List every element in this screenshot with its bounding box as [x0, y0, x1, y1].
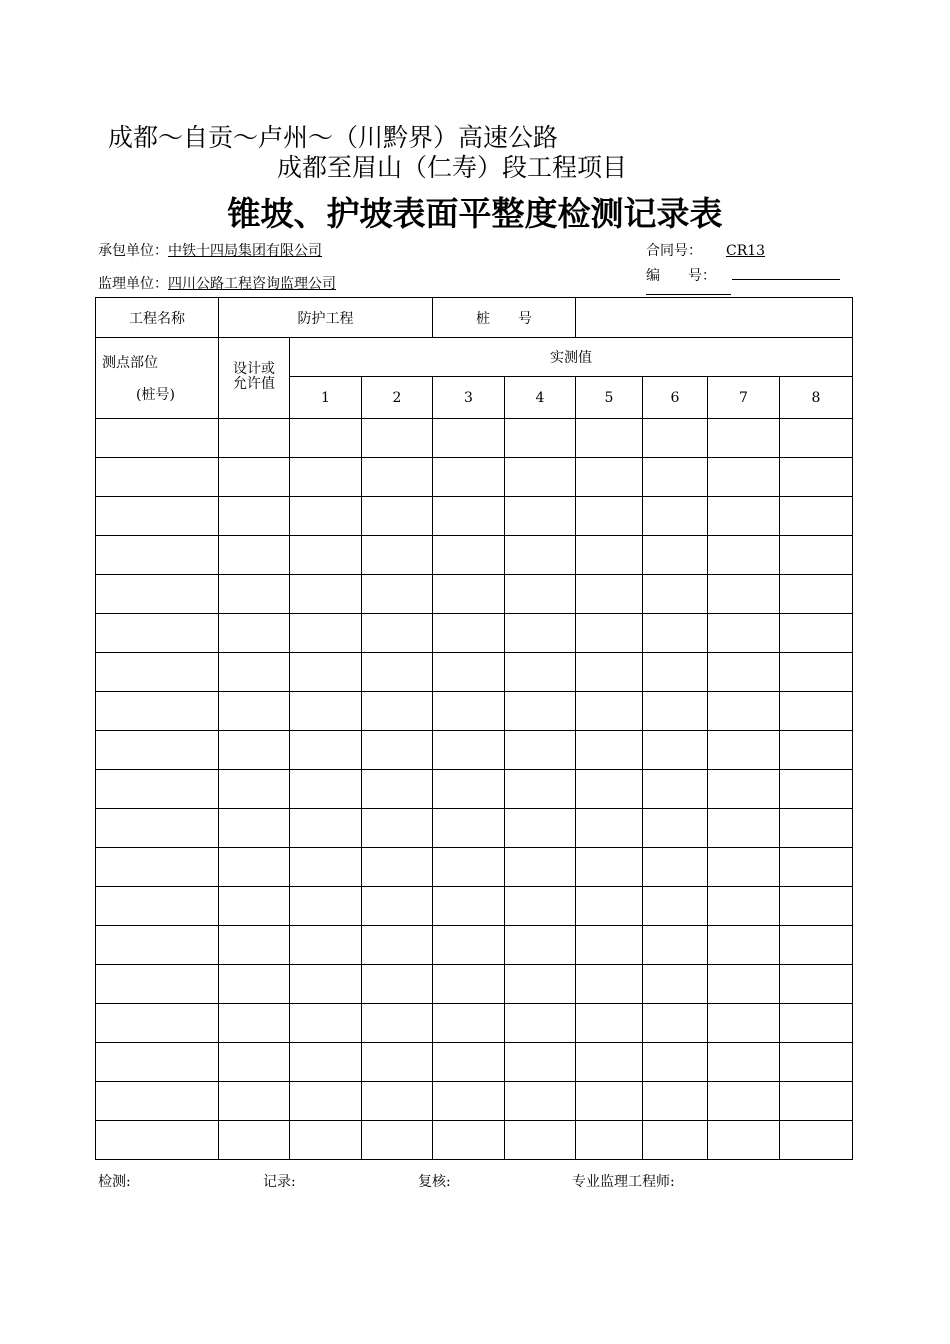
design-label-line-1: 设计或	[233, 361, 275, 377]
data-cell[interactable]	[708, 1043, 780, 1082]
column-header-7: 7	[708, 377, 780, 419]
data-cell[interactable]	[505, 614, 576, 653]
data-cell[interactable]	[505, 653, 576, 692]
data-cell[interactable]	[290, 653, 362, 692]
data-cell[interactable]	[505, 458, 576, 497]
data-cell[interactable]	[96, 1043, 219, 1082]
data-cell[interactable]	[433, 731, 505, 770]
data-cell[interactable]	[96, 653, 219, 692]
data-cell[interactable]	[708, 1082, 780, 1121]
data-cell[interactable]	[290, 1121, 362, 1160]
data-cell[interactable]	[219, 614, 290, 653]
data-cell[interactable]	[362, 653, 433, 692]
data-cell[interactable]	[290, 1043, 362, 1082]
data-cell[interactable]	[576, 1043, 643, 1082]
data-cell[interactable]	[505, 770, 576, 809]
data-cell[interactable]	[219, 965, 290, 1004]
data-cell[interactable]	[708, 536, 780, 575]
column-header-2: 2	[362, 377, 433, 419]
data-row	[96, 692, 853, 731]
data-cell[interactable]	[780, 848, 853, 887]
data-cell[interactable]	[505, 575, 576, 614]
data-cell[interactable]	[362, 497, 433, 536]
data-cell[interactable]	[433, 536, 505, 575]
data-cell[interactable]	[576, 1004, 643, 1043]
serial-no-blank-line-2	[646, 294, 731, 295]
data-cell[interactable]	[643, 692, 708, 731]
data-cell[interactable]	[433, 1043, 505, 1082]
data-cell[interactable]	[643, 653, 708, 692]
data-cell[interactable]	[362, 419, 433, 458]
contract-no-label: 合同号：	[646, 243, 702, 259]
project-title-line-2: 成都至眉山（仁寿）段工程项目	[277, 153, 628, 182]
data-cell[interactable]	[219, 809, 290, 848]
data-cell[interactable]	[96, 887, 219, 926]
data-cell[interactable]	[643, 1121, 708, 1160]
review-signature: 复核:	[418, 1174, 451, 1190]
data-cell[interactable]	[780, 965, 853, 1004]
data-cell[interactable]	[96, 731, 219, 770]
data-row	[96, 770, 853, 809]
data-cell[interactable]	[780, 926, 853, 965]
data-cell[interactable]	[643, 848, 708, 887]
data-row	[96, 926, 853, 965]
measured-value-label: 实测值	[290, 338, 853, 377]
data-cell[interactable]	[780, 887, 853, 926]
data-cell[interactable]	[576, 770, 643, 809]
data-cell[interactable]	[290, 887, 362, 926]
data-cell[interactable]	[290, 965, 362, 1004]
data-cell[interactable]	[362, 536, 433, 575]
data-cell[interactable]	[708, 926, 780, 965]
data-row	[96, 653, 853, 692]
data-cell[interactable]	[362, 848, 433, 887]
data-cell[interactable]	[96, 419, 219, 458]
data-cell[interactable]	[780, 809, 853, 848]
data-cell[interactable]	[505, 848, 576, 887]
data-cell[interactable]	[505, 1004, 576, 1043]
data-cell[interactable]	[780, 497, 853, 536]
data-row	[96, 458, 853, 497]
inspect-signature: 检测:	[98, 1174, 131, 1190]
data-cell[interactable]	[576, 497, 643, 536]
data-cell[interactable]	[780, 575, 853, 614]
data-cell[interactable]	[505, 965, 576, 1004]
data-cell[interactable]	[505, 419, 576, 458]
data-cell[interactable]	[576, 965, 643, 1004]
station-label: 桩 号	[433, 298, 576, 338]
data-cell[interactable]	[362, 1082, 433, 1121]
point-label: 测点部位	[102, 355, 158, 371]
data-cell[interactable]	[433, 653, 505, 692]
data-cell[interactable]	[362, 965, 433, 1004]
contractor-value: 中铁十四局集团有限公司	[168, 243, 322, 259]
data-cell[interactable]	[780, 1043, 853, 1082]
data-cell[interactable]	[708, 497, 780, 536]
data-cell[interactable]	[643, 614, 708, 653]
data-cell[interactable]	[576, 575, 643, 614]
data-cell[interactable]	[708, 692, 780, 731]
data-cell[interactable]	[505, 1043, 576, 1082]
data-cell[interactable]	[219, 653, 290, 692]
data-cell[interactable]	[576, 731, 643, 770]
data-cell[interactable]	[219, 419, 290, 458]
design-value-label-cell	[219, 338, 290, 419]
data-cell[interactable]	[96, 458, 219, 497]
data-cell[interactable]	[433, 809, 505, 848]
data-cell[interactable]	[505, 536, 576, 575]
data-cell[interactable]	[219, 536, 290, 575]
data-cell[interactable]	[780, 770, 853, 809]
point-sub-label: (桩号)	[136, 387, 175, 403]
column-header-5: 5	[576, 377, 643, 419]
data-cell[interactable]	[362, 809, 433, 848]
data-cell[interactable]	[96, 575, 219, 614]
data-cell[interactable]	[780, 536, 853, 575]
column-header-6: 6	[643, 377, 708, 419]
data-cell[interactable]	[708, 1004, 780, 1043]
data-cell[interactable]	[505, 692, 576, 731]
data-row	[96, 1121, 853, 1160]
data-cell[interactable]	[643, 575, 708, 614]
data-cell[interactable]	[362, 731, 433, 770]
data-cell[interactable]	[576, 653, 643, 692]
data-row	[96, 1004, 853, 1043]
data-cell[interactable]	[780, 1121, 853, 1160]
data-cell[interactable]	[708, 965, 780, 1004]
data-cell[interactable]	[643, 809, 708, 848]
data-cell[interactable]	[708, 614, 780, 653]
data-cell[interactable]	[643, 965, 708, 1004]
data-row	[96, 419, 853, 458]
data-cell[interactable]	[708, 575, 780, 614]
data-cell[interactable]	[505, 497, 576, 536]
data-cell[interactable]	[780, 458, 853, 497]
data-cell[interactable]	[433, 1004, 505, 1043]
serial-no-blank-line	[732, 279, 840, 280]
contract-no-value: CR13	[726, 243, 766, 259]
data-cell[interactable]	[433, 770, 505, 809]
data-cell[interactable]	[643, 419, 708, 458]
data-cell[interactable]	[96, 965, 219, 1004]
data-row	[96, 614, 853, 653]
data-cell[interactable]	[643, 887, 708, 926]
data-cell[interactable]	[505, 887, 576, 926]
data-cell[interactable]	[362, 692, 433, 731]
data-cell[interactable]	[219, 848, 290, 887]
data-cell[interactable]	[576, 887, 643, 926]
data-cell[interactable]	[290, 692, 362, 731]
data-cell[interactable]	[290, 419, 362, 458]
data-cell[interactable]	[433, 458, 505, 497]
data-cell[interactable]	[643, 1082, 708, 1121]
data-cell[interactable]	[96, 770, 219, 809]
data-cell[interactable]	[576, 614, 643, 653]
data-cell[interactable]	[96, 692, 219, 731]
data-cell[interactable]	[433, 848, 505, 887]
data-cell[interactable]	[433, 614, 505, 653]
data-cell[interactable]	[576, 848, 643, 887]
data-cell[interactable]	[362, 1043, 433, 1082]
data-cell[interactable]	[290, 809, 362, 848]
data-row	[96, 887, 853, 926]
data-cell[interactable]	[219, 887, 290, 926]
data-cell[interactable]	[780, 692, 853, 731]
data-cell[interactable]	[290, 497, 362, 536]
column-header-8: 8	[780, 377, 853, 419]
data-cell[interactable]	[433, 692, 505, 731]
data-cell[interactable]	[433, 497, 505, 536]
data-cell[interactable]	[708, 1121, 780, 1160]
data-cell[interactable]	[708, 731, 780, 770]
data-cell[interactable]	[290, 731, 362, 770]
project-name-label: 工程名称	[96, 298, 219, 338]
project-name-value: 防护工程	[219, 298, 433, 338]
data-row	[96, 575, 853, 614]
data-cell[interactable]	[576, 692, 643, 731]
data-cell[interactable]	[433, 1121, 505, 1160]
data-cell[interactable]	[576, 1082, 643, 1121]
data-cell[interactable]	[643, 926, 708, 965]
data-cell[interactable]	[708, 770, 780, 809]
serial-no-label: 编 号：	[646, 268, 716, 284]
data-cell[interactable]	[362, 1004, 433, 1043]
column-header-4: 4	[505, 377, 576, 419]
data-cell[interactable]	[96, 1004, 219, 1043]
data-cell[interactable]	[708, 653, 780, 692]
data-cell[interactable]	[219, 497, 290, 536]
data-cell[interactable]	[219, 1082, 290, 1121]
data-cell[interactable]	[643, 1043, 708, 1082]
column-header-3: 3	[433, 377, 505, 419]
data-cell[interactable]	[219, 575, 290, 614]
data-cell[interactable]	[96, 809, 219, 848]
data-cell[interactable]	[433, 965, 505, 1004]
data-cell[interactable]	[505, 1082, 576, 1121]
data-cell[interactable]	[290, 458, 362, 497]
contract-no-row	[646, 240, 787, 260]
data-cell[interactable]	[96, 1121, 219, 1160]
record-signature: 记录:	[263, 1174, 296, 1190]
data-cell[interactable]	[96, 614, 219, 653]
data-cell[interactable]	[290, 1004, 362, 1043]
data-cell[interactable]	[219, 731, 290, 770]
contractor-row	[98, 240, 322, 260]
engineer-signature: 专业监理工程师:	[572, 1174, 675, 1190]
data-cell[interactable]	[708, 848, 780, 887]
data-cell[interactable]	[433, 926, 505, 965]
data-row	[96, 731, 853, 770]
data-cell[interactable]	[362, 926, 433, 965]
data-cell[interactable]	[96, 497, 219, 536]
project-title-line-1: 成都～自贡～卢州～（川黔界）高速公路	[108, 123, 559, 152]
data-cell[interactable]	[643, 497, 708, 536]
data-cell[interactable]	[643, 770, 708, 809]
data-cell[interactable]	[219, 770, 290, 809]
data-cell[interactable]	[708, 458, 780, 497]
data-cell[interactable]	[505, 1121, 576, 1160]
data-row	[96, 1082, 853, 1121]
data-cell[interactable]	[362, 575, 433, 614]
data-cell[interactable]	[708, 809, 780, 848]
data-row	[96, 536, 853, 575]
design-label-line-2: 允许值	[233, 376, 275, 392]
header-row-1	[96, 338, 853, 377]
data-cell[interactable]	[433, 887, 505, 926]
data-row	[96, 809, 853, 848]
data-cell[interactable]	[362, 458, 433, 497]
data-cell[interactable]	[219, 692, 290, 731]
data-cell[interactable]	[362, 770, 433, 809]
data-cell[interactable]	[433, 1082, 505, 1121]
supervisor-value: 四川公路工程咨询监理公司	[168, 276, 336, 292]
column-header-1: 1	[290, 377, 362, 419]
data-cell[interactable]	[780, 419, 853, 458]
data-row	[96, 848, 853, 887]
project-info-row	[96, 298, 853, 338]
data-cell[interactable]	[576, 926, 643, 965]
data-cell[interactable]	[505, 926, 576, 965]
data-row	[96, 965, 853, 1004]
data-cell[interactable]	[96, 536, 219, 575]
data-cell[interactable]	[780, 731, 853, 770]
data-cell[interactable]	[219, 1121, 290, 1160]
data-cell[interactable]	[290, 848, 362, 887]
data-cell[interactable]	[290, 575, 362, 614]
data-cell[interactable]	[576, 458, 643, 497]
data-cell[interactable]	[708, 887, 780, 926]
data-cell[interactable]	[643, 458, 708, 497]
data-cell[interactable]	[576, 536, 643, 575]
data-cell[interactable]	[433, 419, 505, 458]
data-cell[interactable]	[362, 1121, 433, 1160]
data-cell[interactable]	[219, 1004, 290, 1043]
data-cell[interactable]	[433, 575, 505, 614]
data-cell[interactable]	[643, 1004, 708, 1043]
data-cell[interactable]	[290, 536, 362, 575]
data-cell[interactable]	[780, 1004, 853, 1043]
data-row	[96, 497, 853, 536]
data-cell[interactable]	[780, 614, 853, 653]
data-cell[interactable]	[96, 926, 219, 965]
data-cell[interactable]	[219, 458, 290, 497]
data-cell[interactable]	[505, 731, 576, 770]
contractor-label: 承包单位：	[98, 243, 168, 259]
data-cell[interactable]	[219, 1043, 290, 1082]
data-cell[interactable]	[290, 770, 362, 809]
data-cell[interactable]	[290, 1082, 362, 1121]
data-cell[interactable]	[643, 731, 708, 770]
data-cell[interactable]	[708, 419, 780, 458]
data-cell[interactable]	[780, 1082, 853, 1121]
point-label-cell	[96, 338, 219, 419]
data-cell[interactable]	[96, 1082, 219, 1121]
data-cell[interactable]	[576, 419, 643, 458]
data-cell[interactable]	[219, 926, 290, 965]
data-cell[interactable]	[576, 809, 643, 848]
station-value	[576, 298, 853, 338]
data-cell[interactable]	[780, 653, 853, 692]
record-table	[95, 297, 853, 1160]
data-cell[interactable]	[576, 1121, 643, 1160]
data-cell[interactable]	[643, 536, 708, 575]
data-cell[interactable]	[290, 614, 362, 653]
data-cell[interactable]	[362, 614, 433, 653]
data-row	[96, 1043, 853, 1082]
form-title: 锥坡、护坡表面平整度检测记录表	[227, 194, 723, 233]
data-cell[interactable]	[505, 809, 576, 848]
data-cell[interactable]	[362, 887, 433, 926]
supervisor-row	[98, 273, 336, 293]
data-cell[interactable]	[96, 848, 219, 887]
data-cell[interactable]	[290, 926, 362, 965]
supervisor-label: 监理单位：	[98, 276, 168, 292]
